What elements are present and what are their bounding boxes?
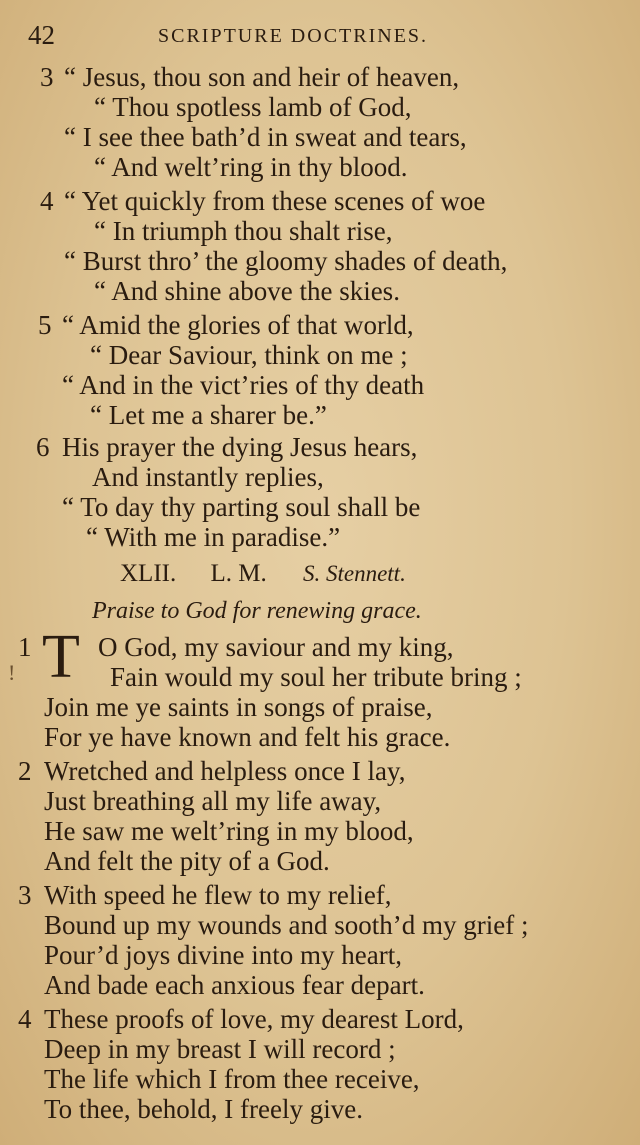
stanza-number: 1 <box>18 632 32 662</box>
verse-line: To thee, behold, I freely give. <box>44 1094 363 1124</box>
verse-line: “ Amid the glories of that world, <box>62 310 414 340</box>
hymn-author: S. Stennett. <box>302 561 406 586</box>
hymn-number: XLII. <box>120 560 177 587</box>
stanza-number: 5 <box>38 310 52 340</box>
verse-line: O God, my saviour and my king, <box>98 632 454 662</box>
verse-line: “ To day thy parting soul shall be <box>62 492 421 522</box>
hymn-heading <box>120 560 406 588</box>
stanza-number: 6 <box>36 432 50 462</box>
verse-line: And bade each anxious fear depart. <box>44 970 425 1000</box>
verse-line: “ In triumph thou shalt rise, <box>94 216 393 246</box>
verse-line: And felt the pity of a God. <box>44 846 330 876</box>
verse-line: Just breathing all my life away, <box>44 786 382 816</box>
running-title: SCRIPTURE DOCTRINES. <box>158 25 429 47</box>
verse-line: Wretched and helpless once I lay, <box>44 756 406 786</box>
drop-cap: T <box>42 623 80 691</box>
stanza-number: 4 <box>18 1004 32 1034</box>
verse-line: Deep in my breast I will record ; <box>44 1034 396 1064</box>
page-header <box>0 20 640 56</box>
verse-line: Bound up my wounds and sooth’d my grief ; <box>44 910 529 940</box>
verse-line: He saw me welt’ring in my blood, <box>44 816 414 846</box>
verse-line: The life which I from thee receive, <box>44 1064 420 1094</box>
margin-mark: ! <box>8 660 16 685</box>
stanza-number: 3 <box>40 62 54 92</box>
stanza-number: 2 <box>18 756 32 786</box>
verse-line: Pour’d joys divine into my heart, <box>44 940 402 970</box>
verse-line: These proofs of love, my dearest Lord, <box>44 1004 464 1034</box>
stanza-number: 3 <box>18 880 32 910</box>
hymn-subtitle: Praise to God for renewing grace. <box>92 598 422 624</box>
verse-line: Join me ye saints in songs of praise, <box>44 692 433 722</box>
verse-line: “ Jesus, thou son and heir of heaven, <box>64 62 460 92</box>
page-number: 42 <box>28 20 55 50</box>
verse-line: Fain would my soul her tribute bring ; <box>110 662 522 692</box>
verse-line: And instantly replies, <box>92 462 324 492</box>
hymn-meter: L. M. <box>210 560 267 587</box>
verse-line: “ And welt’ring in thy blood. <box>94 152 408 182</box>
verse-line: “ Burst thro’ the gloomy shades of death, <box>64 246 508 276</box>
verse-line: “ And shine above the skies. <box>94 276 400 306</box>
verse-line: “ With me in paradise.” <box>86 522 341 552</box>
verse-line: “ Dear Saviour, think on me ; <box>90 340 408 370</box>
verse-line: With speed he flew to my relief, <box>44 880 392 910</box>
verse-line: “ Thou spotless lamb of God, <box>94 92 412 122</box>
verse-line: “ Yet quickly from these scenes of woe <box>64 186 486 216</box>
verse-line: His prayer the dying Jesus hears, <box>62 432 418 462</box>
verse-line: “ And in the vict’ries of thy death <box>62 370 425 400</box>
verse-line: “ I see thee bath’d in sweat and tears, <box>64 122 467 152</box>
verse-line: “ Let me a sharer be.” <box>90 400 327 430</box>
verse-line: For ye have known and felt his grace. <box>44 722 451 752</box>
stanza-number: 4 <box>40 186 54 216</box>
